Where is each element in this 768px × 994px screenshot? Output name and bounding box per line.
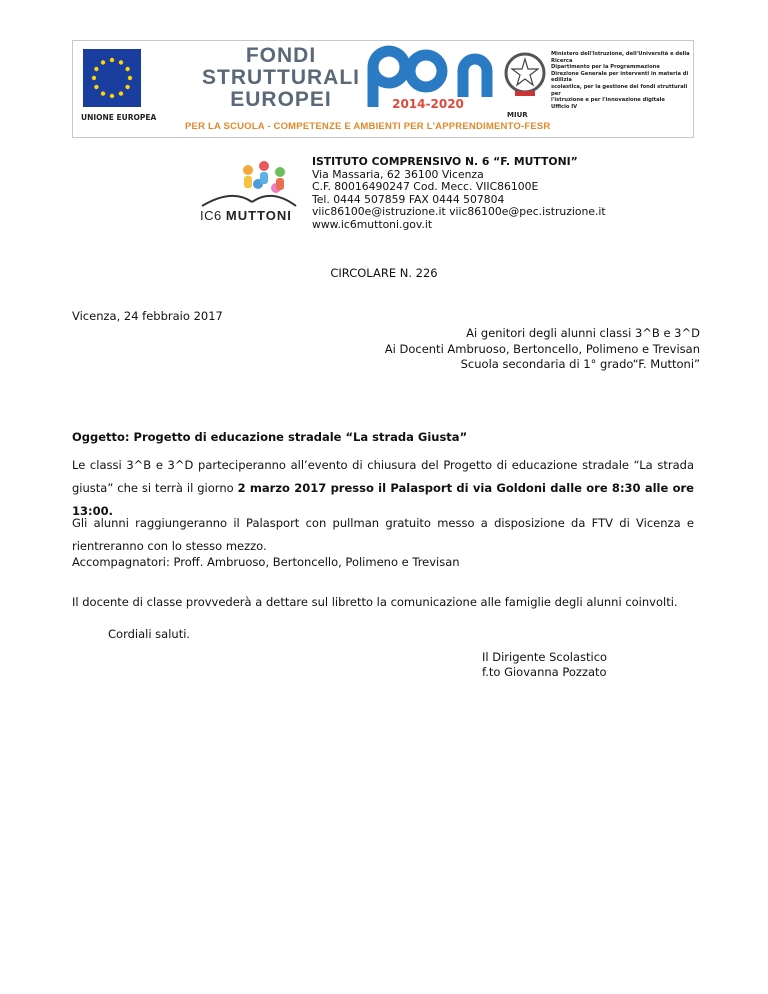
ministero-text [551, 51, 691, 110]
circolare-number: CIRCOLARE N. 226 [330, 266, 438, 280]
ministero-line: l'istruzione e per l'innovazione digitale [551, 97, 665, 104]
eu-flag-icon [83, 49, 141, 107]
subject-line: Oggetto: Progetto di educazione stradale “La strada Giusta” [72, 430, 468, 444]
school-address: Via Massaria, 62 36100 Vicenza [312, 167, 484, 181]
school-phone: Tel. 0444 507859 FAX 0444 507804 [312, 192, 505, 206]
school-emails: viic86100e@istruzione.it viic86100e@pec.istruzione.it [312, 205, 606, 219]
fondi-line: FONDI [245, 44, 317, 67]
ministero-line: Direzione Generale per interventi in materia di edilizia [551, 70, 689, 84]
miur-label: MIUR [507, 111, 528, 119]
body-paragraph-transport: Gli alunni raggiungeranno il Palasport con pullman gratuito messo a disposizione da FTV di Vicenza e rientreranno con lo stesso mezzo. [72, 516, 694, 553]
closing-greeting: Cordiali saluti. [108, 627, 191, 641]
signature-block [482, 650, 607, 680]
school-codes: C.F. 80016490247 Cod. Mecc. VIIC86100E [312, 180, 539, 194]
recipient-line: Ai genitori degli alunni classi 3^B e 3^D [466, 326, 700, 340]
recipients [385, 326, 700, 373]
school-website: www.ic6muttoni.gov.it [312, 217, 433, 231]
logo-name: MUTTONI [225, 208, 292, 223]
dateline: Vicenza, 24 febbraio 2017 [72, 309, 223, 323]
eu-label: UNIONE EUROPEA [81, 113, 157, 122]
ministero-line: Ministero dell'Istruzione, dell'Università e della Ricerca [551, 51, 690, 64]
fondi-line: EUROPEI [230, 88, 332, 111]
pon-banner [72, 40, 694, 138]
pon-strip-text: PER LA SCUOLA - COMPETENZE E AMBIENTI PER L'APPRENDIMENTO-FESR [185, 121, 551, 132]
fondi-line: STRUTTURALI [202, 66, 360, 89]
logo-prefix: IC6 [200, 208, 222, 223]
school-info [312, 156, 606, 232]
ministero-line: Dipartimento per la Programmazione [551, 64, 660, 71]
ministero-line: scolastica, per la gestione dei fondi strutturali per [551, 83, 688, 97]
signature-name: f.to Giovanna Pozzato [482, 665, 607, 679]
signature-role: Il Dirigente Scolastico [482, 650, 608, 664]
body-paragraph-teacher: Il docente di classe provvederà a dettare sul libretto la comunicazione alle famiglie degli alunni coinvolti. [72, 595, 678, 609]
body-paragraph-companions: Accompagnatori: Proff. Ambruoso, Bertoncello, Polimeno e Trevisan [72, 555, 460, 569]
recipient-line: Ai Docenti Ambruoso, Bertoncello, Polimeno e Trevisan [384, 341, 700, 356]
event-text: Le classi 3^B e 3^D parteciperanno all’evento di chiusura del Progetto di educazione stradale “La strada giusta” che si terrà il giorno [72, 458, 694, 495]
recipient-line: Scuola secondaria di 1° grado“F. Muttoni” [460, 357, 700, 371]
fondi-strutturali-logo [191, 45, 371, 111]
event-date-bold: 2 marzo 2017 presso il Palasport di via Goldoni dalle ore 8:30 alle ore 13:00. [72, 481, 694, 518]
italian-republic-emblem-icon [503, 51, 547, 101]
school-logo-text [200, 208, 292, 223]
pon-years: 2014-2020 [392, 97, 464, 111]
ministero-line: Ufficio IV [551, 103, 578, 110]
school-name: ISTITUTO COMPRENSIVO N. 6 “F. MUTTONI” [312, 155, 578, 168]
